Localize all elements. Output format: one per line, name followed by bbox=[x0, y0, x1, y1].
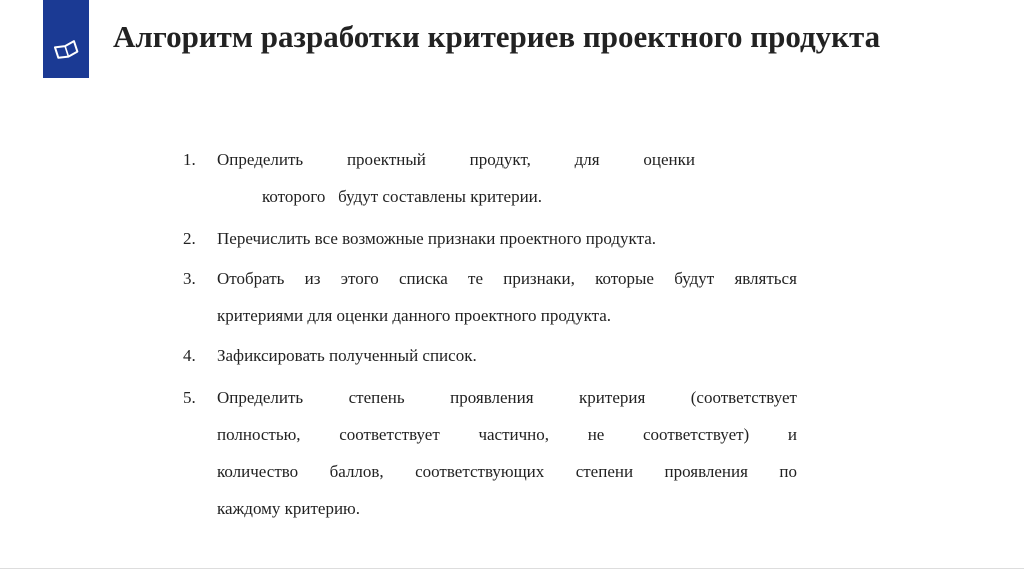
list-item-number: 2. bbox=[183, 229, 196, 248]
word: соответствует bbox=[339, 425, 440, 444]
list-item-number: 5. bbox=[183, 388, 196, 407]
word: частично, bbox=[478, 425, 550, 444]
accent-bar bbox=[43, 0, 89, 78]
word: Отобрать bbox=[217, 269, 285, 288]
word: проявления bbox=[450, 388, 534, 407]
page-title: Алгоритм разработки критериев проектного продукта bbox=[113, 19, 881, 54]
word: будут bbox=[674, 269, 715, 288]
list-item-line: каждому критерию. bbox=[217, 499, 361, 518]
word: Определить bbox=[217, 388, 304, 407]
list-item-line: Зафиксировать полученный список. bbox=[217, 346, 477, 365]
word: Определить bbox=[217, 150, 304, 169]
word: списка bbox=[398, 269, 448, 288]
word: оценки bbox=[643, 150, 695, 169]
list-item-number: 4. bbox=[183, 346, 196, 365]
word: (соответствует bbox=[690, 388, 797, 407]
word: проявления bbox=[664, 462, 748, 481]
word: не bbox=[587, 425, 605, 444]
word: критерия bbox=[579, 388, 646, 407]
word: являться bbox=[734, 269, 797, 288]
word: проектный bbox=[346, 150, 426, 169]
word: которые bbox=[595, 269, 654, 288]
word: соответствующих bbox=[415, 462, 545, 481]
list-item-line bbox=[217, 269, 797, 289]
word: соответствует) bbox=[643, 425, 750, 444]
book-icon bbox=[52, 36, 80, 62]
list-item-line bbox=[217, 150, 695, 170]
list-item-number: 1. bbox=[183, 150, 196, 169]
word: признаки, bbox=[503, 269, 575, 288]
word: баллов, bbox=[329, 462, 384, 481]
list-item-line: которого будут составлены критерии. bbox=[262, 187, 543, 206]
word: количество bbox=[217, 462, 299, 481]
word: степени bbox=[575, 462, 634, 481]
word: те bbox=[468, 269, 484, 288]
bottom-divider bbox=[0, 568, 1024, 569]
word: для bbox=[574, 150, 600, 169]
list-item-line bbox=[217, 388, 797, 408]
list-item-line: критериями для оценки данного проектного продукта. bbox=[217, 306, 612, 325]
word: этого bbox=[340, 269, 379, 288]
word: степень bbox=[348, 388, 405, 407]
list-item-line: Перечислить все возможные признаки проектного продукта. bbox=[217, 229, 657, 248]
word: из bbox=[304, 269, 321, 288]
list-item-line bbox=[217, 425, 797, 445]
word: и bbox=[787, 425, 797, 444]
word: продукт, bbox=[469, 150, 531, 169]
word: полностью, bbox=[217, 425, 301, 444]
word: по bbox=[779, 462, 797, 481]
list-item-number: 3. bbox=[183, 269, 196, 288]
list-item-line bbox=[217, 462, 797, 482]
